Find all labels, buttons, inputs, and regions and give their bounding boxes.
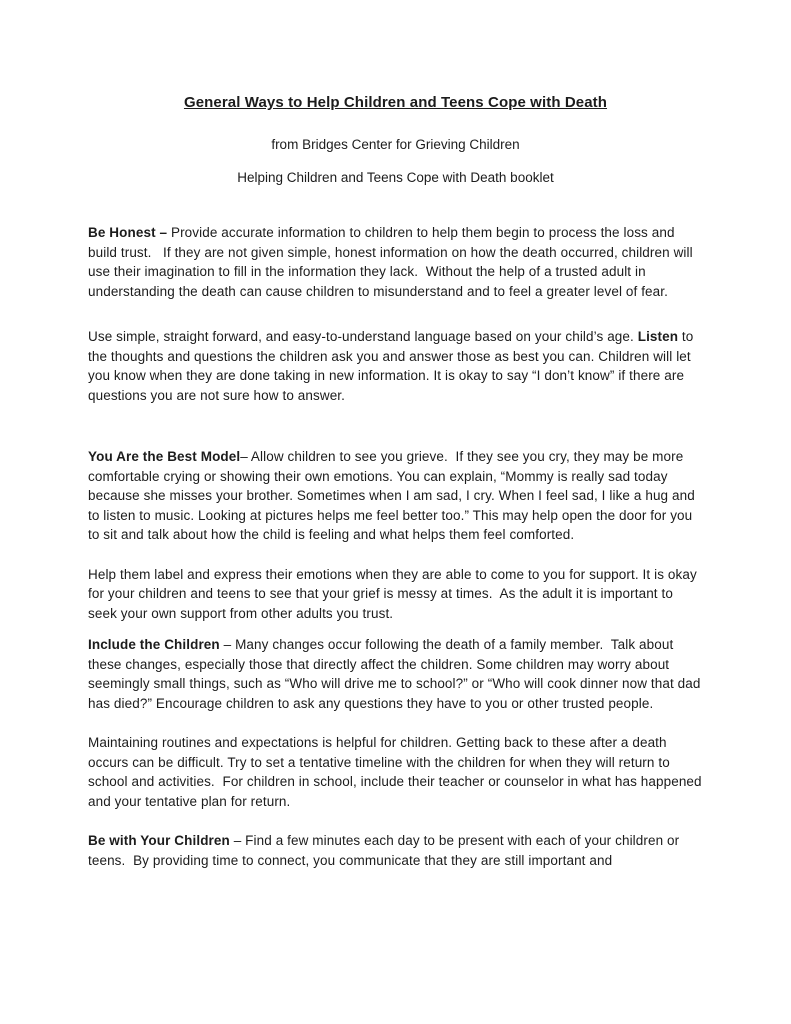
bold-text-run: Be with Your Children [88, 833, 234, 848]
paragraph-maintaining-routines [88, 733, 706, 811]
paragraph-be-with-your-children [88, 831, 703, 870]
bold-text-run: You Are the Best Model [88, 449, 241, 464]
text-run: – Find a few minutes each day to be present with each of your children or teens. By providing time to connect, you communicate that they are still important and [88, 833, 684, 868]
document-title: General Ways to Help Children and Teens Cope with Death [183, 94, 608, 111]
paragraph-be-honest [88, 223, 703, 301]
bold-text-run: Include the Children [88, 637, 224, 652]
text-run: – Many changes occur following the death of a family member. Talk about these changes, especially those that directly affect the children. Some children may worry about seemingly small things, such as “Who will drive me to school?” or “Who will cook dinner now that dad has died?” Encourage children to ask any questions they have to you or other trusted people. [88, 637, 705, 711]
text-run: Provide accurate information to children to help them begin to process the loss and build trust. If they are not given simple, honest information on how the death occurred, children will use their imagination to fill in the information they lack. Without the help of a trusted adult in understanding the death can cause children to misunderstand and to feel a greater level of fear. [88, 225, 697, 299]
text-run: Help them label and express their emotions when they are able to come to you for support. It is okay for your children and teens to see that your grief is messy at times. As the adult it is important to seek your own support from other adults you trust. [88, 566, 701, 621]
document-booklet-line: Helping Children and Teens Cope with Death booklet [237, 170, 554, 185]
paragraph-help-them-label [88, 565, 703, 624]
paragraph-use-simple-language [88, 327, 703, 405]
paragraph-you-are-the-best-model [88, 447, 703, 545]
text-run: Maintaining routines and expectations is helpful for children. Getting back to these after a death occurs can be difficult. Try to set a tentative timeline with the children for when they will return to school and activities. For children in school, include their teacher or counselor in what has happened and your tentative plan for return. [88, 735, 706, 809]
text-run: Use simple, straight forward, and easy-to-understand language based on your child’s age. [88, 329, 638, 344]
bold-text-run: Listen [637, 329, 679, 344]
bold-text-run: Be Honest – [88, 225, 171, 240]
text-run: – Allow children to see you grieve. If they see you cry, they may be more comfortable crying or showing their own emotions. You can explain, “Mommy is really sad today because she misses your brother. Sometimes when I am sad, I cry. When I feel sad, I like a hug and to listen to music. Looking at pictures helps me feel better too.” This may help open the door for you to sit and talk about how the child is feeling and what helps them feel comforted. [88, 449, 699, 542]
paragraph-include-the-children [88, 635, 703, 713]
document-source-line: from Bridges Center for Grieving Children [271, 137, 520, 152]
text-run: to the thoughts and questions the children ask you and answer those as best you can. Children will let you know when they are done taking in new information. It is okay to say “I don’t know” if there are questions you are not sure how to answer. [88, 329, 698, 403]
